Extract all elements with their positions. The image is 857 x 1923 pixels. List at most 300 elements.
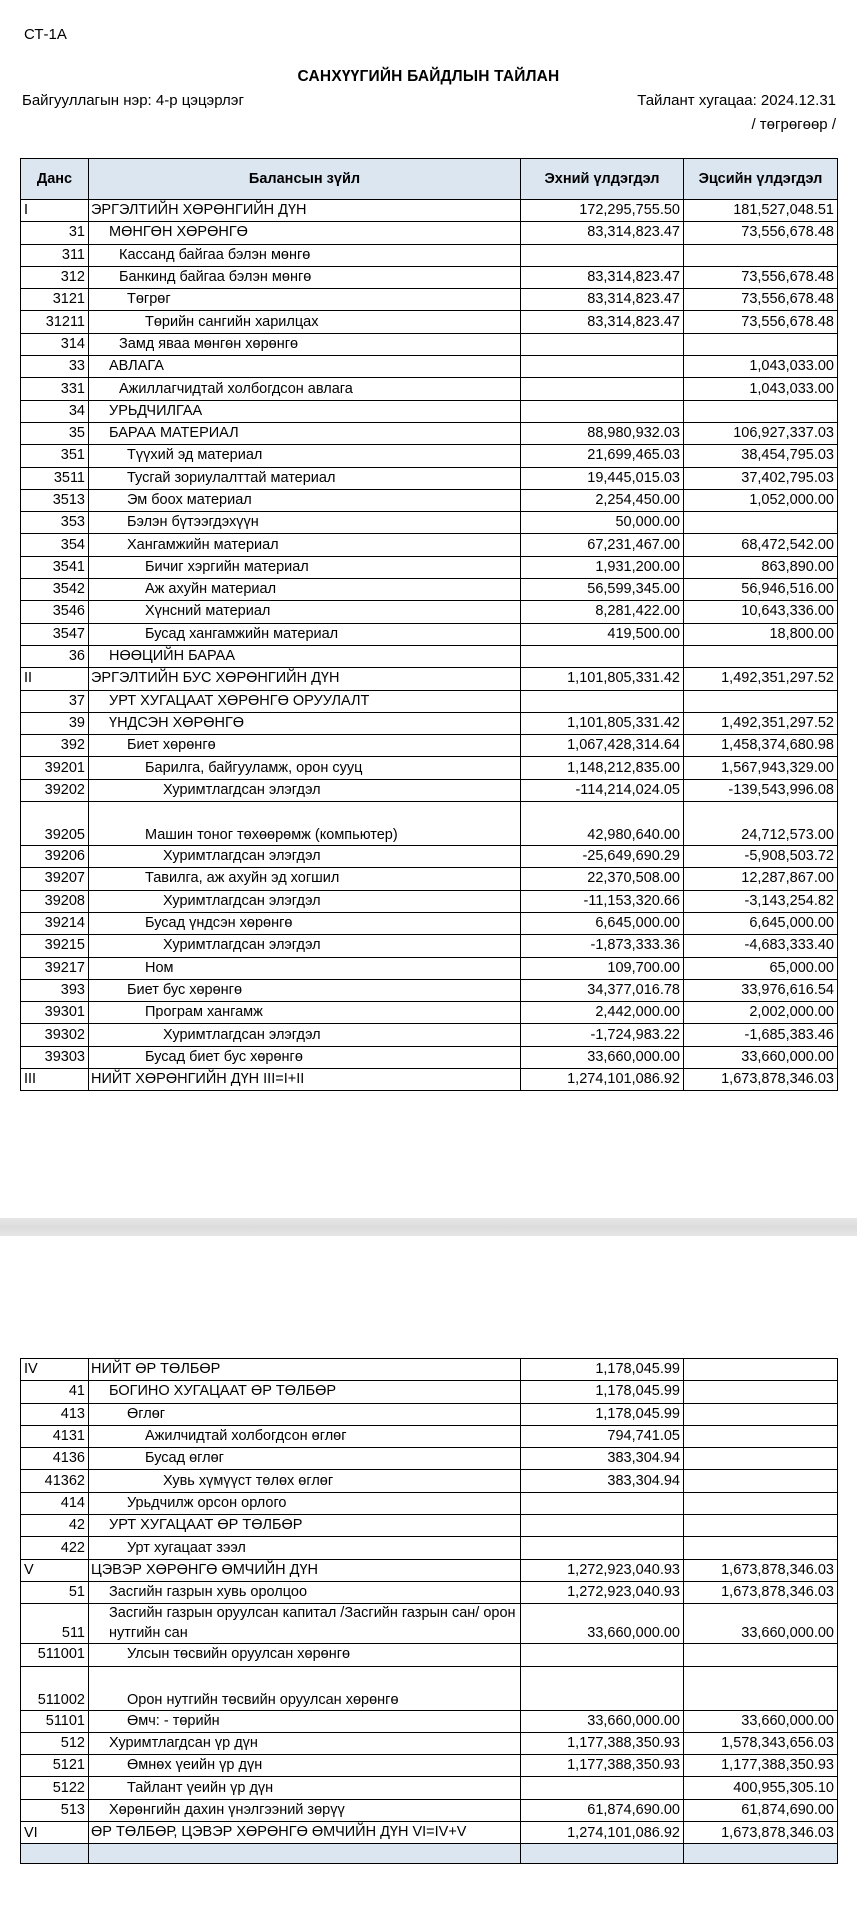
account-code: 393 bbox=[21, 979, 89, 1001]
closing-balance bbox=[684, 1470, 838, 1492]
closing-balance: 6,645,000.00 bbox=[684, 912, 838, 934]
account-code: 34 bbox=[21, 400, 89, 422]
item-name: Хувь хүмүүст төлөх өглөг bbox=[89, 1470, 521, 1492]
table-row bbox=[21, 1448, 838, 1470]
opening-balance bbox=[521, 244, 684, 266]
table-header-row bbox=[21, 159, 838, 200]
closing-balance: 1,492,351,297.52 bbox=[684, 668, 838, 690]
item-name: НИЙТ ХӨРӨНГИЙН ДҮН III=I+II bbox=[89, 1068, 521, 1090]
opening-balance: -1,724,983.22 bbox=[521, 1024, 684, 1046]
closing-balance bbox=[684, 645, 838, 667]
account-code: 33 bbox=[21, 356, 89, 378]
closing-balance: -1,685,383.46 bbox=[684, 1024, 838, 1046]
opening-balance: 172,295,755.50 bbox=[521, 200, 684, 222]
assets-table-body bbox=[21, 200, 838, 1091]
item-name: НИЙТ ӨР ТӨЛБӨР bbox=[89, 1359, 521, 1381]
table-row bbox=[21, 802, 838, 846]
table-row bbox=[21, 1046, 838, 1068]
closing-balance: 12,287,867.00 bbox=[684, 868, 838, 890]
account-code: 39217 bbox=[21, 957, 89, 979]
closing-balance bbox=[684, 1425, 838, 1447]
account-code: 3542 bbox=[21, 579, 89, 601]
header-item: Балансын зүйл bbox=[89, 159, 521, 200]
item-name: Бусад хангамжийн материал bbox=[89, 623, 521, 645]
closing-balance: 18,800.00 bbox=[684, 623, 838, 645]
opening-balance: 1,177,388,350.93 bbox=[521, 1755, 684, 1777]
closing-balance: 33,660,000.00 bbox=[684, 1604, 838, 1644]
account-code: 39201 bbox=[21, 757, 89, 779]
opening-balance: 83,314,823.47 bbox=[521, 222, 684, 244]
opening-balance bbox=[521, 1492, 684, 1514]
opening-balance: 33,660,000.00 bbox=[521, 1710, 684, 1732]
account-code: 39206 bbox=[21, 846, 89, 868]
closing-balance: 1,052,000.00 bbox=[684, 489, 838, 511]
table-row bbox=[21, 868, 838, 890]
opening-balance: 1,274,101,086.92 bbox=[521, 1822, 684, 1844]
closing-balance: 24,712,573.00 bbox=[684, 802, 838, 846]
table-row bbox=[21, 1710, 838, 1732]
account-code: 511001 bbox=[21, 1644, 89, 1666]
account-code: VI bbox=[21, 1822, 89, 1844]
account-code: 39214 bbox=[21, 912, 89, 934]
item-name: Барилга, байгууламж, орон сууц bbox=[89, 757, 521, 779]
table-row bbox=[21, 1425, 838, 1447]
account-code: 31211 bbox=[21, 311, 89, 333]
closing-balance: 73,556,678.48 bbox=[684, 311, 838, 333]
account-code: 42 bbox=[21, 1515, 89, 1537]
item-name: Бусад өглөг bbox=[89, 1448, 521, 1470]
opening-balance bbox=[521, 1537, 684, 1559]
closing-balance bbox=[684, 1644, 838, 1666]
table-row bbox=[21, 623, 838, 645]
account-code: 51 bbox=[21, 1581, 89, 1603]
item-name: БАРАА МАТЕРИАЛ bbox=[89, 422, 521, 444]
footer-cell bbox=[21, 1844, 89, 1864]
item-name: Тавилга, аж ахуйн эд хогшил bbox=[89, 868, 521, 890]
account-code: 3511 bbox=[21, 467, 89, 489]
closing-balance bbox=[684, 512, 838, 534]
table-row bbox=[21, 1777, 838, 1799]
item-name: Хангамжийн материал bbox=[89, 534, 521, 556]
account-code: 31 bbox=[21, 222, 89, 244]
closing-balance: 106,927,337.03 bbox=[684, 422, 838, 444]
item-name: Бусад үндсэн хөрөнгө bbox=[89, 912, 521, 934]
item-name: Урт хугацаат зээл bbox=[89, 1537, 521, 1559]
opening-balance: 383,304.94 bbox=[521, 1448, 684, 1470]
closing-balance: 73,556,678.48 bbox=[684, 289, 838, 311]
account-code: IV bbox=[21, 1359, 89, 1381]
account-code: 41362 bbox=[21, 1470, 89, 1492]
item-name: Төгрөг bbox=[89, 289, 521, 311]
table-row bbox=[21, 378, 838, 400]
table-row bbox=[21, 1537, 838, 1559]
account-code: 4131 bbox=[21, 1425, 89, 1447]
opening-balance bbox=[521, 1777, 684, 1799]
table-row bbox=[21, 712, 838, 734]
footer-cell bbox=[89, 1844, 521, 1864]
closing-balance bbox=[684, 244, 838, 266]
closing-balance bbox=[684, 690, 838, 712]
closing-balance: 38,454,795.03 bbox=[684, 445, 838, 467]
opening-balance bbox=[521, 645, 684, 667]
table-row bbox=[21, 445, 838, 467]
opening-balance: 1,178,045.99 bbox=[521, 1403, 684, 1425]
opening-balance: 1,178,045.99 bbox=[521, 1381, 684, 1403]
closing-balance: 1,458,374,680.98 bbox=[684, 735, 838, 757]
table-row bbox=[21, 1403, 838, 1425]
table-row bbox=[21, 1492, 838, 1514]
item-name: Хуримтлагдсан элэгдэл bbox=[89, 1024, 521, 1046]
table-row bbox=[21, 1755, 838, 1777]
account-code: 39215 bbox=[21, 935, 89, 957]
account-code: 3121 bbox=[21, 289, 89, 311]
item-name: Хөрөнгийн дахин үнэлгээний зөрүү bbox=[89, 1799, 521, 1821]
account-code: 353 bbox=[21, 512, 89, 534]
account-code: 513 bbox=[21, 1799, 89, 1821]
opening-balance bbox=[521, 356, 684, 378]
item-name: УРТ ХУГАЦААТ ХӨРӨНГӨ ОРУУЛАЛТ bbox=[89, 690, 521, 712]
account-code: 351 bbox=[21, 445, 89, 467]
item-name: НӨӨЦИЙН БАРАА bbox=[89, 645, 521, 667]
item-name: Ном bbox=[89, 957, 521, 979]
closing-balance: 73,556,678.48 bbox=[684, 222, 838, 244]
opening-balance: 1,101,805,331.42 bbox=[521, 712, 684, 734]
table-row bbox=[21, 311, 838, 333]
table-row bbox=[21, 1581, 838, 1603]
closing-balance: 65,000.00 bbox=[684, 957, 838, 979]
opening-balance: 22,370,508.00 bbox=[521, 868, 684, 890]
table-row bbox=[21, 200, 838, 222]
opening-balance: 56,599,345.00 bbox=[521, 579, 684, 601]
opening-balance: 1,274,101,086.92 bbox=[521, 1068, 684, 1090]
closing-balance: -4,683,333.40 bbox=[684, 935, 838, 957]
account-code: 4136 bbox=[21, 1448, 89, 1470]
closing-balance bbox=[684, 1403, 838, 1425]
account-code: 3541 bbox=[21, 556, 89, 578]
opening-balance: 67,231,467.00 bbox=[521, 534, 684, 556]
opening-balance bbox=[521, 378, 684, 400]
closing-balance: 1,673,878,346.03 bbox=[684, 1822, 838, 1844]
account-code: 312 bbox=[21, 266, 89, 288]
closing-balance: 1,567,943,329.00 bbox=[684, 757, 838, 779]
closing-balance: -3,143,254.82 bbox=[684, 890, 838, 912]
opening-balance: 1,177,388,350.93 bbox=[521, 1732, 684, 1754]
table-row bbox=[21, 668, 838, 690]
table-row bbox=[21, 489, 838, 511]
closing-balance: 863,890.00 bbox=[684, 556, 838, 578]
table-row bbox=[21, 757, 838, 779]
item-name: Бусад биет бус хөрөнгө bbox=[89, 1046, 521, 1068]
item-name: БОГИНО ХУГАЦААТ ӨР ТӨЛБӨР bbox=[89, 1381, 521, 1403]
opening-balance: -1,873,333.36 bbox=[521, 935, 684, 957]
account-code: II bbox=[21, 668, 89, 690]
item-name: ЦЭВЭР ХӨРӨНГӨ ӨМЧИЙН ДҮН bbox=[89, 1559, 521, 1581]
closing-balance: 68,472,542.00 bbox=[684, 534, 838, 556]
table-row bbox=[21, 1559, 838, 1581]
item-name: Түүхий эд материал bbox=[89, 445, 521, 467]
closing-balance bbox=[684, 1515, 838, 1537]
header-opening: Эхний үлдэгдэл bbox=[521, 159, 684, 200]
table-row bbox=[21, 846, 838, 868]
closing-balance: 1,578,343,656.03 bbox=[684, 1732, 838, 1754]
table-row bbox=[21, 1068, 838, 1090]
opening-balance: 88,980,932.03 bbox=[521, 422, 684, 444]
closing-balance: 1,492,351,297.52 bbox=[684, 712, 838, 734]
form-code: СТ-1А bbox=[24, 26, 67, 43]
closing-balance: 33,976,616.54 bbox=[684, 979, 838, 1001]
assets-table bbox=[20, 158, 838, 1091]
item-name: Улсын төсвийн оруулсан хөрөнгө bbox=[89, 1644, 521, 1666]
item-name: Програм хангамж bbox=[89, 1002, 521, 1024]
item-name: Орон нутгийн төсвийн оруулсан хөрөнгө bbox=[89, 1666, 521, 1710]
account-code: 511002 bbox=[21, 1666, 89, 1710]
item-name: Засгийн газрын хувь оролцоо bbox=[89, 1581, 521, 1603]
closing-balance: 73,556,678.48 bbox=[684, 266, 838, 288]
item-name: Аж ахуйн материал bbox=[89, 579, 521, 601]
table-row bbox=[21, 890, 838, 912]
account-code: 314 bbox=[21, 333, 89, 355]
table-row bbox=[21, 1381, 838, 1403]
table-footer-row bbox=[21, 1844, 838, 1864]
item-name: Бичиг хэргийн материал bbox=[89, 556, 521, 578]
closing-balance: -139,543,996.08 bbox=[684, 779, 838, 801]
table-row bbox=[21, 1644, 838, 1666]
table-row bbox=[21, 912, 838, 934]
table-row bbox=[21, 1359, 838, 1381]
account-code: 41 bbox=[21, 1381, 89, 1403]
account-code: 5122 bbox=[21, 1777, 89, 1799]
account-code: 331 bbox=[21, 378, 89, 400]
item-name: Хуримтлагдсан элэгдэл bbox=[89, 846, 521, 868]
item-name: Биет хөрөнгө bbox=[89, 735, 521, 757]
table-row bbox=[21, 266, 838, 288]
opening-balance: -114,214,024.05 bbox=[521, 779, 684, 801]
table-row bbox=[21, 935, 838, 957]
closing-balance bbox=[684, 1666, 838, 1710]
table-row bbox=[21, 645, 838, 667]
table-row bbox=[21, 579, 838, 601]
opening-balance: 34,377,016.78 bbox=[521, 979, 684, 1001]
footer-cell bbox=[684, 1844, 838, 1864]
account-code: 39 bbox=[21, 712, 89, 734]
account-code: 511 bbox=[21, 1604, 89, 1644]
table-row bbox=[21, 690, 838, 712]
item-name: Өмнөх үеийн үр дүн bbox=[89, 1755, 521, 1777]
closing-balance bbox=[684, 1492, 838, 1514]
table-row bbox=[21, 1666, 838, 1710]
closing-balance: 1,673,878,346.03 bbox=[684, 1068, 838, 1090]
table-row bbox=[21, 1732, 838, 1754]
closing-balance bbox=[684, 1448, 838, 1470]
account-code: 3547 bbox=[21, 623, 89, 645]
closing-balance bbox=[684, 400, 838, 422]
account-code: 354 bbox=[21, 534, 89, 556]
account-code: 512 bbox=[21, 1732, 89, 1754]
account-code: 39205 bbox=[21, 802, 89, 846]
opening-balance: 1,148,212,835.00 bbox=[521, 757, 684, 779]
table-row bbox=[21, 779, 838, 801]
item-name: Банкинд байгаа бэлэн мөнгө bbox=[89, 266, 521, 288]
item-name: Урьдчилж орсон орлого bbox=[89, 1492, 521, 1514]
closing-balance: 37,402,795.03 bbox=[684, 467, 838, 489]
closing-balance: 1,673,878,346.03 bbox=[684, 1559, 838, 1581]
report-title: САНХҮҮГИЙН БАЙДЛЫН ТАЙЛАН bbox=[297, 68, 560, 85]
table-row bbox=[21, 957, 838, 979]
table-row bbox=[21, 556, 838, 578]
account-code: 39207 bbox=[21, 868, 89, 890]
item-name: Ажилчидтай холбогдсон өглөг bbox=[89, 1425, 521, 1447]
item-name: ӨР ТӨЛБӨР, ЦЭВЭР ХӨРӨНГӨ ӨМЧИЙН ДҮН VI=IV+V bbox=[89, 1822, 521, 1844]
table-row bbox=[21, 422, 838, 444]
opening-balance: 419,500.00 bbox=[521, 623, 684, 645]
closing-balance: 400,955,305.10 bbox=[684, 1777, 838, 1799]
opening-balance bbox=[521, 690, 684, 712]
account-code: 5121 bbox=[21, 1755, 89, 1777]
item-name: УРТ ХУГАЦААТ ӨР ТӨЛБӨР bbox=[89, 1515, 521, 1537]
table-row bbox=[21, 244, 838, 266]
account-code: 35 bbox=[21, 422, 89, 444]
account-code: 36 bbox=[21, 645, 89, 667]
item-name: АВЛАГА bbox=[89, 356, 521, 378]
table-row bbox=[21, 333, 838, 355]
closing-balance: -5,908,503.72 bbox=[684, 846, 838, 868]
item-name: Тусгай зориулалттай материал bbox=[89, 467, 521, 489]
table-row bbox=[21, 1024, 838, 1046]
table-row bbox=[21, 534, 838, 556]
item-name: Эм боох материал bbox=[89, 489, 521, 511]
opening-balance bbox=[521, 333, 684, 355]
opening-balance: 6,645,000.00 bbox=[521, 912, 684, 934]
account-code: 39303 bbox=[21, 1046, 89, 1068]
opening-balance bbox=[521, 1666, 684, 1710]
report-page-2 bbox=[0, 1236, 857, 1923]
opening-balance: 109,700.00 bbox=[521, 957, 684, 979]
account-code: 422 bbox=[21, 1537, 89, 1559]
table-row bbox=[21, 735, 838, 757]
item-name: МӨНГӨН ХӨРӨНГӨ bbox=[89, 222, 521, 244]
item-name: УРЬДЧИЛГАА bbox=[89, 400, 521, 422]
item-name: Ажиллагчидтай холбогдсон авлага bbox=[89, 378, 521, 400]
opening-balance: 1,931,200.00 bbox=[521, 556, 684, 578]
opening-balance: 83,314,823.47 bbox=[521, 289, 684, 311]
item-name: Өглөг bbox=[89, 1403, 521, 1425]
closing-balance: 56,946,516.00 bbox=[684, 579, 838, 601]
account-code: 414 bbox=[21, 1492, 89, 1514]
closing-balance bbox=[684, 1537, 838, 1559]
item-name: Хуримтлагдсан элэгдэл bbox=[89, 890, 521, 912]
opening-balance: 61,874,690.00 bbox=[521, 1799, 684, 1821]
opening-balance: 83,314,823.47 bbox=[521, 311, 684, 333]
page-separator bbox=[0, 1218, 857, 1236]
closing-balance: 1,673,878,346.03 bbox=[684, 1581, 838, 1603]
liabilities-table bbox=[20, 1358, 838, 1864]
table-row bbox=[21, 512, 838, 534]
table-row bbox=[21, 1822, 838, 1844]
account-code: I bbox=[21, 200, 89, 222]
opening-balance: 19,445,015.03 bbox=[521, 467, 684, 489]
closing-balance: 33,660,000.00 bbox=[684, 1710, 838, 1732]
account-code: 51101 bbox=[21, 1710, 89, 1732]
item-name: Бэлэн бүтээгдэхүүн bbox=[89, 512, 521, 534]
table-row bbox=[21, 356, 838, 378]
item-name: Хуримтлагдсан элэгдэл bbox=[89, 935, 521, 957]
item-name: Өмч: - төрийн bbox=[89, 1710, 521, 1732]
account-code: 39202 bbox=[21, 779, 89, 801]
opening-balance: 383,304.94 bbox=[521, 1470, 684, 1492]
header-code: Данс bbox=[21, 159, 89, 200]
item-name: Хуримтлагдсан элэгдэл bbox=[89, 779, 521, 801]
closing-balance: 181,527,048.51 bbox=[684, 200, 838, 222]
account-code: 392 bbox=[21, 735, 89, 757]
currency-unit: / төгрөгөөр / bbox=[751, 116, 836, 133]
closing-balance: 1,043,033.00 bbox=[684, 378, 838, 400]
account-code: 39208 bbox=[21, 890, 89, 912]
item-name: ЭРГЭЛТИЙН ХӨРӨНГИЙН ДҮН bbox=[89, 200, 521, 222]
table-row bbox=[21, 289, 838, 311]
closing-balance: 1,043,033.00 bbox=[684, 356, 838, 378]
opening-balance bbox=[521, 400, 684, 422]
organization-name: Байгууллагын нэр: 4-р цэцэрлэг bbox=[22, 92, 244, 109]
closing-balance: 10,643,336.00 bbox=[684, 601, 838, 623]
item-name: ҮНДСЭН ХӨРӨНГӨ bbox=[89, 712, 521, 734]
account-code: 413 bbox=[21, 1403, 89, 1425]
item-name: Биет бус хөрөнгө bbox=[89, 979, 521, 1001]
opening-balance: 83,314,823.47 bbox=[521, 266, 684, 288]
table-row bbox=[21, 467, 838, 489]
opening-balance: 33,660,000.00 bbox=[521, 1604, 684, 1644]
opening-balance: -25,649,690.29 bbox=[521, 846, 684, 868]
closing-balance bbox=[684, 1381, 838, 1403]
account-code: 3546 bbox=[21, 601, 89, 623]
opening-balance: 42,980,640.00 bbox=[521, 802, 684, 846]
closing-balance: 1,177,388,350.93 bbox=[684, 1755, 838, 1777]
closing-balance bbox=[684, 1359, 838, 1381]
opening-balance: 8,281,422.00 bbox=[521, 601, 684, 623]
opening-balance: 1,067,428,314.64 bbox=[521, 735, 684, 757]
item-name: Тайлант үеийн үр дүн bbox=[89, 1777, 521, 1799]
opening-balance: 794,741.05 bbox=[521, 1425, 684, 1447]
table-row bbox=[21, 222, 838, 244]
item-name: Төрийн сангийн харилцах bbox=[89, 311, 521, 333]
table-row bbox=[21, 400, 838, 422]
opening-balance: 1,272,923,040.93 bbox=[521, 1559, 684, 1581]
table-row bbox=[21, 1470, 838, 1492]
account-code: 3513 bbox=[21, 489, 89, 511]
item-name: Хуримтлагдсан үр дүн bbox=[89, 1732, 521, 1754]
item-name: Хүнсний материал bbox=[89, 601, 521, 623]
closing-balance: 61,874,690.00 bbox=[684, 1799, 838, 1821]
closing-balance: 2,002,000.00 bbox=[684, 1002, 838, 1024]
opening-balance: 2,442,000.00 bbox=[521, 1002, 684, 1024]
account-code: V bbox=[21, 1559, 89, 1581]
header-closing: Эцсийн үлдэгдэл bbox=[684, 159, 838, 200]
opening-balance: 1,101,805,331.42 bbox=[521, 668, 684, 690]
item-name: Машин тоног төхөөрөмж (компьютер) bbox=[89, 802, 521, 846]
report-date: Тайлант хугацаа: 2024.12.31 bbox=[637, 92, 836, 109]
item-name: Засгийн газрын оруулсан капитал /Засгийн газрын сан/ орон нутгийн сан bbox=[89, 1604, 521, 1644]
account-code: 311 bbox=[21, 244, 89, 266]
footer-cell bbox=[521, 1844, 684, 1864]
table-row bbox=[21, 1002, 838, 1024]
opening-balance bbox=[521, 1515, 684, 1537]
opening-balance: 21,699,465.03 bbox=[521, 445, 684, 467]
table-row bbox=[21, 601, 838, 623]
item-name: Кассанд байгаа бэлэн мөнгө bbox=[89, 244, 521, 266]
table-row bbox=[21, 1604, 838, 1644]
opening-balance: 50,000.00 bbox=[521, 512, 684, 534]
opening-balance: 1,272,923,040.93 bbox=[521, 1581, 684, 1603]
opening-balance: 2,254,450.00 bbox=[521, 489, 684, 511]
